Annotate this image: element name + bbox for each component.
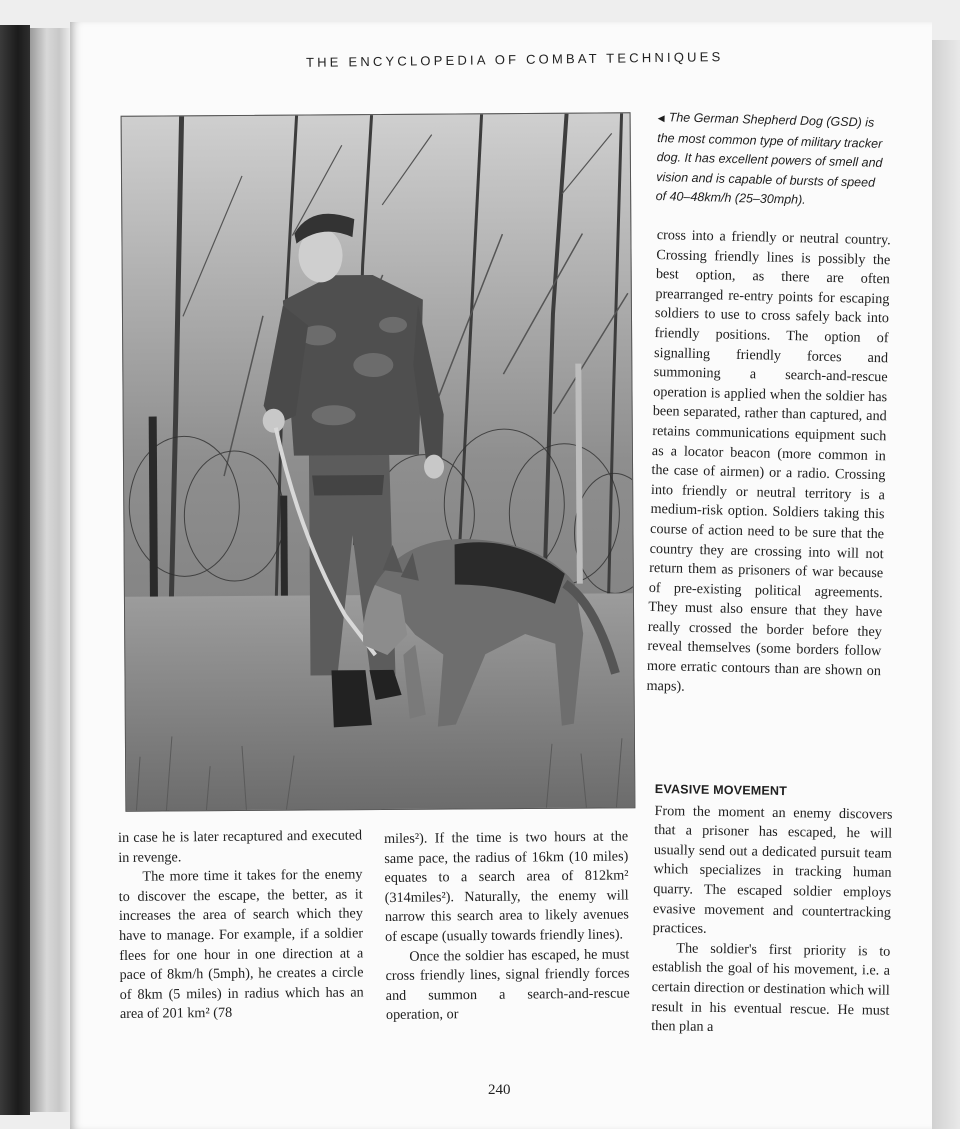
text-column-right-bottom [651, 780, 893, 1040]
paragraph: The more time it takes for the enemy to discover the escape, the better, as it increases the area of search which they have to manage. For example, if a soldier flees for one hour in one direction at a pace of 8km/h (5mph), he creates a circle of 8km (5 miles) in radius which has an area of 201 km² (78 [118, 866, 364, 1023]
photo-illustration [122, 113, 635, 811]
soldier-with-dog-photo [121, 112, 636, 812]
caption-text: The German Shepherd Dog (GSD) is the most common type of military tracker dog. It has excellent powers of smell and vision and is capable of bursts of speed of 40–48km/h (25–30mph). [655, 110, 883, 207]
text-column-right-top [646, 226, 891, 701]
paragraph: From the moment an enemy discovers that a prisoner has escaped, he will usually send out a dedicated pursuit team which specializes in tracking human quarry. The escaped soldier employs evasive movement and countertracking practices. [652, 802, 893, 937]
paragraph: in case he is later recaptured and executed in revenge. [118, 827, 363, 866]
photo-caption [655, 108, 889, 213]
running-head: THE ENCYCLOPEDIA OF COMBAT TECHNIQUES [305, 49, 724, 70]
text-column-left [118, 826, 364, 1024]
paragraph: miles²). If the time is two hours at the same pace, the radius of 16km (10 miles) equates to a search area of 812km² (314miles²). Naturally, the enemy will narrow this search area to likely avenues of escape (usually towards friendly lines). [384, 828, 629, 945]
paragraph: Once the soldier has escaped, he must cross friendly lines, signal friendly forces and summon a search-and-rescue operation, or [385, 946, 630, 1024]
book-spine [0, 25, 30, 1115]
book-binding [30, 28, 72, 1112]
text-column-middle [384, 827, 630, 1025]
paragraph: The soldier's first priority is to establish the goal of his movement, i.e. a certain direction or destination which will result in his eventual rescue. He must then plan a [651, 940, 891, 1036]
section-heading: EVASIVE MOVEMENT [654, 781, 788, 799]
caption-pointer-icon: ◀ [657, 112, 665, 124]
page-number: 240 [488, 1082, 511, 1098]
paragraph: cross into a friendly or neutral country. Crossing friendly lines is possibly the best option, as there are often prearranged re-entry points for escaping soldiers to use to cross safely back into friendly positions. The option of signalling friendly forces and summoning a search-and-rescue operation is applied when the soldier has been separated, rather than captured, and retains communications equipment such as a locator beacon (more common in the case of airmen) or a radio. Crossing into friendly or neutral territory is a medium-risk option. Soldiers taking this course of action need to be sure that the country they are crossing into will not return them as prisoners of war because of pre-existing political agreements. They must also ensure that they have really crossed the border before they reveal themselves (some borders follow more erratic contours than are shown on maps). [646, 226, 891, 695]
next-page-edge [930, 40, 960, 1129]
